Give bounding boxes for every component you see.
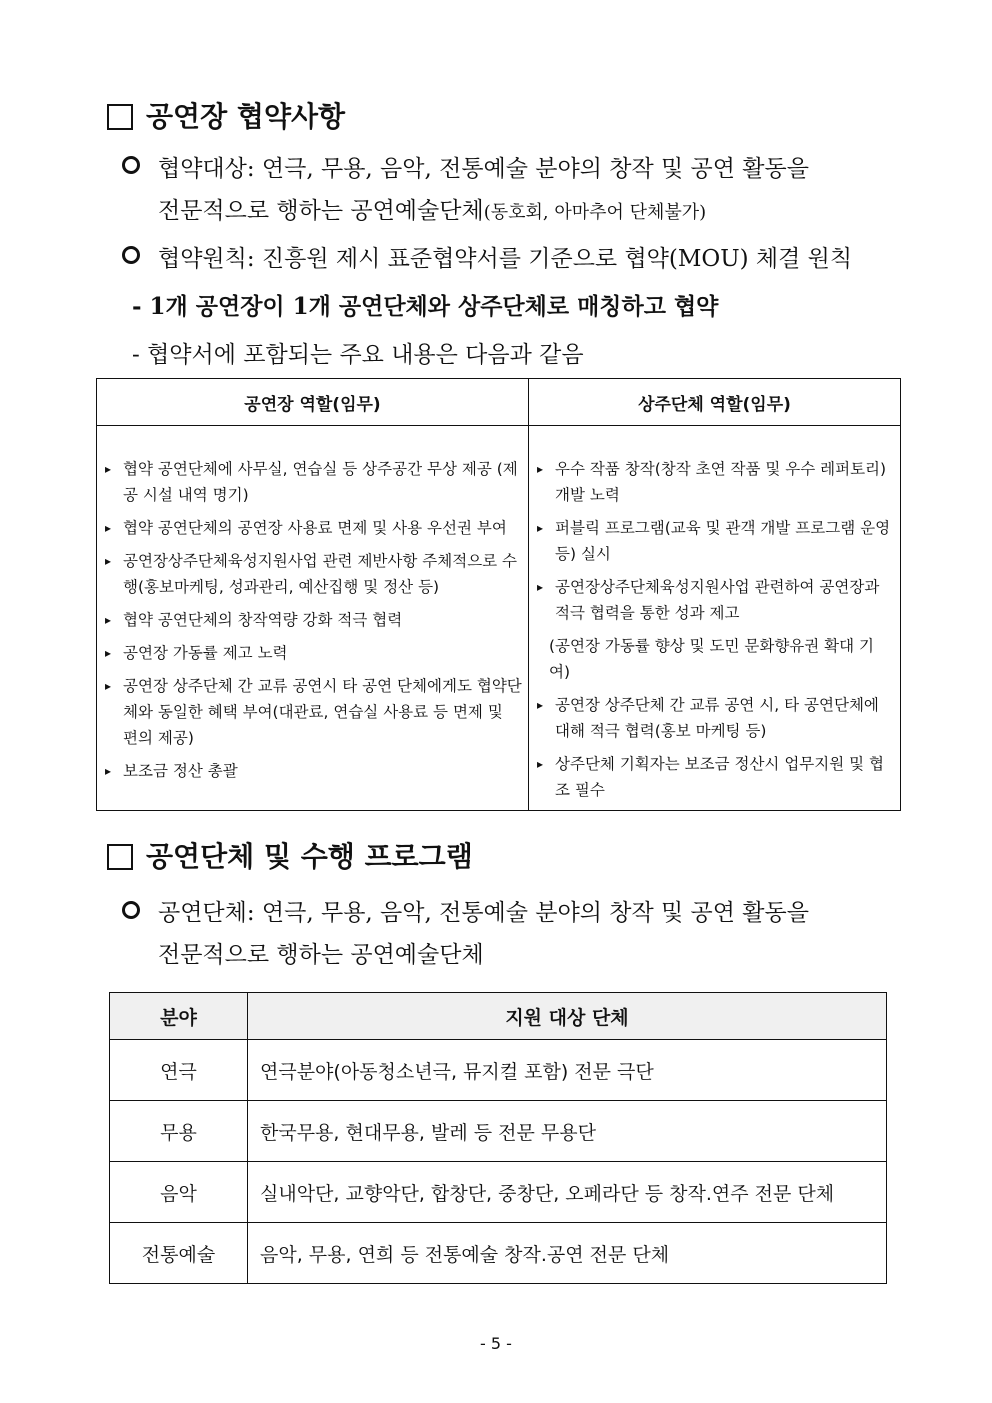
desc-cell: 한국무용, 현대무용, 발레 등 전문 무용단: [248, 1101, 887, 1162]
roles-table: [96, 378, 901, 811]
list-item: ▸ 공연장상주단체육성지원사업 관련하여 공연장과 적극 협력을 통한 성과 제고: [555, 574, 894, 626]
troupe-role-list: [529, 426, 900, 803]
troupe-def-line2: 전문적으로 행하는 공연예술단체: [158, 942, 484, 968]
table-row: [110, 1162, 887, 1223]
troupe-def-line1: 공연단체: 연극, 무용, 음악, 전통예술 분야의 창작 및 공연 활동을: [158, 900, 809, 926]
venue-role-header: 공연장 역할(임무): [97, 379, 529, 426]
category-cell: 전통예술: [110, 1223, 248, 1284]
list-item: ▸ 보조금 정산 총괄: [123, 758, 522, 784]
circle-bullet-icon: [122, 901, 140, 919]
desc-cell: 연극분야(아동청소년극, 뮤지컬 포함) 전문 극단: [248, 1040, 887, 1101]
dash-line-2: - 협약서에 포함되는 주요 내용은 다음과 같음: [132, 342, 584, 368]
section-checkbox-icon: [107, 104, 133, 130]
list-item: ▸ 협약 공연단체의 창작역량 강화 적극 협력: [123, 607, 522, 633]
target-line2: [158, 192, 706, 225]
category-cell: 음악: [110, 1162, 248, 1223]
list-item: ▸ 협약 공연단체의 공연장 사용료 면제 및 사용 우선권 부여: [123, 515, 522, 541]
list-item: ▸ 퍼블릭 프로그램(교육 및 관객 개발 프로그램 운영 등) 실시: [555, 515, 894, 567]
category-cell: 무용: [110, 1101, 248, 1162]
program-table: [109, 992, 887, 1284]
troupe-role-header: 상주단체 역할(임무): [529, 379, 901, 426]
category-header: 분야: [110, 993, 248, 1040]
list-item: ▸ 공연장 가동률 제고 노력: [123, 640, 522, 666]
section2-title: 공연단체 및 수행 프로그램: [146, 840, 473, 873]
list-item: ▸ 우수 작품 창작(창작 초연 작품 및 우수 레퍼토리) 개발 노력: [555, 456, 894, 508]
target-line2-text: 전문적으로 행하는 공연예술단체: [158, 198, 484, 224]
category-cell: 연극: [110, 1040, 248, 1101]
venue-role-cell: [97, 426, 529, 811]
page-number: - 5 -: [480, 1334, 512, 1353]
target-note: (동호회, 아마추어 단체불가): [483, 202, 707, 223]
desc-cell: 실내악단, 교향악단, 합창단, 중창단, 오페라단 등 창작.연주 전문 단체: [248, 1162, 887, 1223]
target-line1: 협약대상: 연극, 무용, 음악, 전통예술 분야의 창작 및 공연 활동을: [158, 156, 809, 182]
list-item: ▸ 협약 공연단체에 사무실, 연습실 등 상주공간 무상 제공 (제공 시설 내역 명기): [123, 456, 522, 508]
list-item: ▸ 상주단체 기획자는 보조금 정산시 업무지원 및 협조 필수: [555, 751, 894, 803]
venue-role-list: [97, 426, 528, 784]
list-item: ▸ 공연장 상주단체 간 교류 공연시 타 공연 단체에게도 협약단체와 동일한 혜택 부여(대관료, 연습실 사용료 등 면제 및 편의 제공): [123, 673, 522, 751]
table-row: [110, 1101, 887, 1162]
circle-bullet-icon: [122, 246, 140, 264]
table-row: [110, 1040, 887, 1101]
section-checkbox-icon: [107, 844, 133, 870]
section1-title: 공연장 협약사항: [146, 100, 346, 133]
desc-cell: 음악, 무용, 연희 등 전통예술 창작.공연 전문 단체: [248, 1223, 887, 1284]
list-item: ▸ 공연장 상주단체 간 교류 공연 시, 타 공연단체에 대해 적극 협력(홍보 마케팅 등): [555, 692, 894, 744]
table-row: [110, 1223, 887, 1284]
list-item: ▸ 공연장상주단체육성지원사업 관련 제반사항 주체적으로 수행(홍보마케팅, 성과관리, 예산집행 및 정산 등): [123, 548, 522, 600]
troupe-note: (공연장 가동률 향상 및 도민 문화향유권 확대 기여): [549, 637, 875, 681]
circle-bullet-icon: [122, 156, 140, 174]
dash-line-1: - 1개 공연장이 1개 공연단체와 상주단체로 매칭하고 협약: [132, 293, 719, 320]
target-group-header: 지원 대상 단체: [248, 993, 887, 1040]
troupe-role-cell: [529, 426, 901, 811]
principle-line: 협약원칙: 진흥원 제시 표준협약서를 기준으로 협약(MOU) 체결 원칙: [158, 246, 853, 272]
